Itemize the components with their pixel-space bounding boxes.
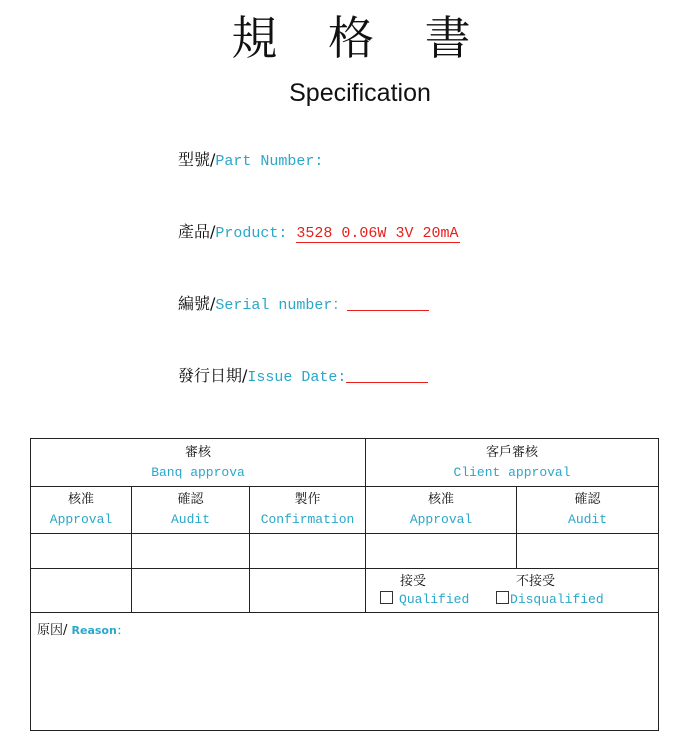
client-review-header-en: Client approval [453, 464, 571, 480]
client-review-header-zh: 客戶審核 [486, 444, 539, 460]
reject-label: 不接受 [516, 573, 556, 589]
client-audit-header-en: Audit [568, 512, 608, 527]
issue-date-label-en: Issue Date: [247, 369, 347, 386]
issue-date-blank[interactable] [346, 366, 428, 383]
client-approval-header-zh: 核准 [428, 492, 455, 507]
audit-header-en: Audit [170, 512, 210, 527]
disqualified-label: Disqualified [510, 591, 604, 607]
disqualified-checkbox[interactable] [496, 591, 509, 604]
disqualified-option[interactable] [496, 591, 616, 609]
approval-header [31, 487, 132, 534]
table-row [31, 534, 659, 569]
approval-header-zh: 核准 [67, 492, 94, 507]
confirmation-header [250, 487, 366, 534]
product-field [178, 222, 460, 244]
confirmation-header-en: Confirmation [260, 512, 355, 527]
audit-header [132, 487, 250, 534]
client-approval-header [366, 487, 517, 534]
part-number-label-zh: 型號/ [178, 150, 216, 169]
client-review-header [366, 439, 659, 487]
approval-signature-cell[interactable] [31, 534, 132, 569]
review-header-zh: 審核 [185, 444, 212, 460]
reason-cell[interactable] [31, 613, 659, 731]
product-label-zh: 產品/ [178, 222, 216, 241]
review-header [31, 439, 366, 487]
table-row [31, 439, 659, 487]
client-approval-signature-cell[interactable] [366, 534, 517, 569]
reason-label-zh: 原因/ [37, 623, 68, 638]
client-audit-signature-cell[interactable] [517, 534, 659, 569]
approval-table [30, 438, 659, 731]
issue-date-field [178, 366, 428, 388]
confirmation-header-zh: 製作 [294, 492, 321, 507]
serial-number-blank[interactable] [347, 294, 429, 311]
client-approval-header-en: Approval [409, 512, 473, 527]
issue-date-label-zh: 發行日期/ [178, 366, 248, 385]
part-number-label-en: Part Number: [215, 153, 324, 170]
qualified-checkbox[interactable] [380, 591, 393, 604]
product-label-en: Product: [215, 225, 297, 242]
qualification-options [380, 591, 658, 609]
document-subtitle: Specification [289, 79, 431, 107]
empty-cell[interactable] [31, 569, 132, 613]
client-audit-header-zh: 確認 [574, 492, 601, 507]
product-value: 3528 0.06W 3V 20mA [296, 225, 459, 242]
table-row [31, 613, 659, 731]
empty-cell[interactable] [250, 569, 366, 613]
empty-cell[interactable] [132, 569, 250, 613]
table-row [31, 487, 659, 534]
serial-number-label-en: Serial number： [215, 297, 348, 314]
review-header-en: Banq approva [151, 464, 245, 480]
confirmation-signature-cell[interactable] [250, 534, 366, 569]
audit-header-zh: 確認 [177, 492, 204, 507]
client-audit-header [517, 487, 659, 534]
qualified-option[interactable] [380, 591, 496, 609]
part-number-field [178, 150, 323, 172]
reason-label-en: Reason： [71, 624, 128, 637]
qualified-label: Qualified [399, 591, 470, 607]
qualification-cell [366, 569, 659, 613]
document-title: 規 格 書 [231, 11, 489, 65]
qualification-labels [380, 573, 658, 591]
serial-number-field [178, 294, 429, 316]
audit-signature-cell[interactable] [132, 534, 250, 569]
approval-header-en: Approval [49, 512, 113, 527]
accept-label: 接受 [400, 573, 427, 589]
serial-number-label-zh: 編號/ [178, 294, 216, 313]
table-row [31, 569, 659, 613]
